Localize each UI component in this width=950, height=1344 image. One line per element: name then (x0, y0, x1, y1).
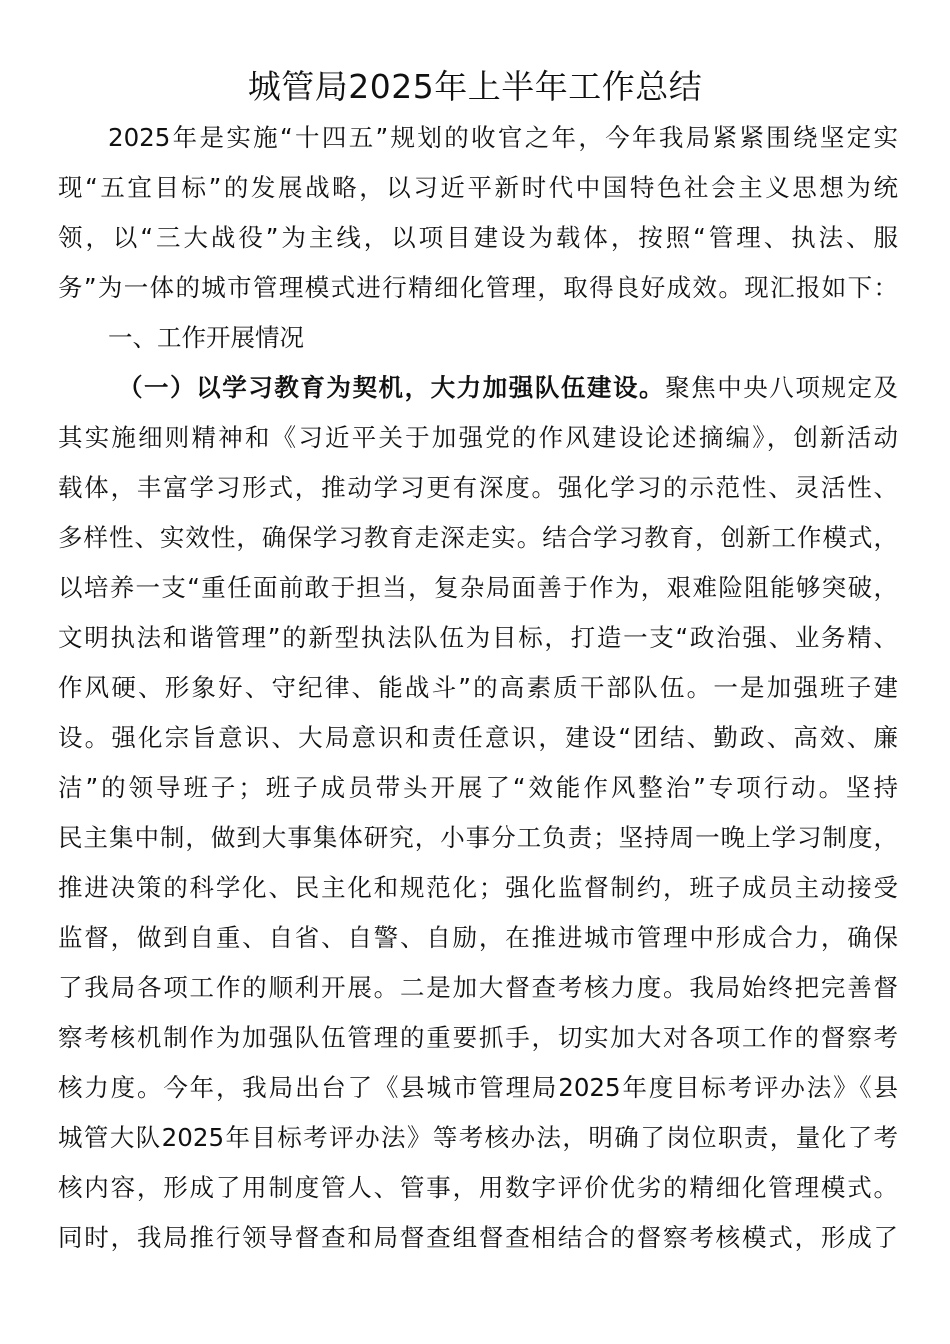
body-line: 文明执法和谐管理”的新型执法队伍为目标，打造一支“政治强、业务精、 (58, 623, 898, 652)
body-line: 核内容，形成了用制度管人、管事，用数字评价优劣的精细化管理模式。 (58, 1173, 898, 1202)
subsection-heading: （一）以学习教育为契机，大力加强队伍建设。 (118, 373, 666, 402)
intro-line: 2025年是实施“十四五”规划的收官之年，今年我局紧紧围绕坚定实 (108, 123, 898, 152)
subsection-first-line (58, 363, 898, 413)
body-line: 推进决策的科学化、民主化和规范化；强化监督制约，班子成员主动接受 (58, 873, 898, 902)
body-line: 监督，做到自重、自省、自警、自励，在推进城市管理中形成合力，确保 (58, 923, 898, 952)
intro-line: 务”为一体的城市管理模式进行精细化管理，取得良好成效。现汇报如下： (58, 273, 898, 302)
body-line: 城管大队2025年目标考评办法》等考核办法，明确了岗位职责，量化了考 (58, 1123, 898, 1152)
document-body (58, 113, 898, 1263)
body-line: 了我局各项工作的顺利开展。二是加大督查考核力度。我局始终把完善督 (58, 973, 898, 1002)
body-line: 作风硬、形象好、守纪律、能战斗”的高素质干部队伍。一是加强班子建 (58, 673, 898, 702)
intro-line: 领，以“三大战役”为主线，以项目建设为载体，按照“管理、执法、服 (58, 223, 898, 252)
subsection-first-line-text: 聚焦中央八项规定及 (665, 373, 899, 402)
section-heading: 一、工作开展情况 (108, 323, 304, 352)
body-line: 洁”的领导班子；班子成员带头开展了“效能作风整治”专项行动。坚持 (58, 773, 898, 802)
body-line: 核力度。今年，我局出台了《县城市管理局2025年度目标考评办法》《县 (58, 1073, 898, 1102)
body-line: 多样性、实效性，确保学习教育走深走实。结合学习教育，创新工作模式， (58, 523, 898, 552)
body-line: 载体，丰富学习形式，推动学习更有深度。强化学习的示范性、灵活性、 (58, 473, 898, 502)
body-line: 民主集中制，做到大事集体研究，小事分工负责；坚持周一晚上学习制度， (58, 823, 898, 852)
body-line: 以培养一支“重任面前敢于担当，复杂局面善于作为，艰难险阻能够突破， (58, 573, 898, 602)
body-line: 其实施细则精神和《习近平关于加强党的作风建设论述摘编》，创新活动 (58, 423, 898, 452)
body-line: 同时，我局推行领导督查和局督查组督查相结合的督察考核模式，形成了 (58, 1223, 898, 1252)
body-line: 设。强化宗旨意识、大局意识和责任意识，建设“团结、勤政、高效、廉 (58, 723, 898, 752)
body-line: 察考核机制作为加强队伍管理的重要抓手，切实加大对各项工作的督察考 (58, 1023, 898, 1052)
intro-line: 现“五宜目标”的发展战略，以习近平新时代中国特色社会主义思想为统 (58, 173, 898, 202)
document-title: 城管局2025年上半年工作总结 (247, 67, 703, 106)
